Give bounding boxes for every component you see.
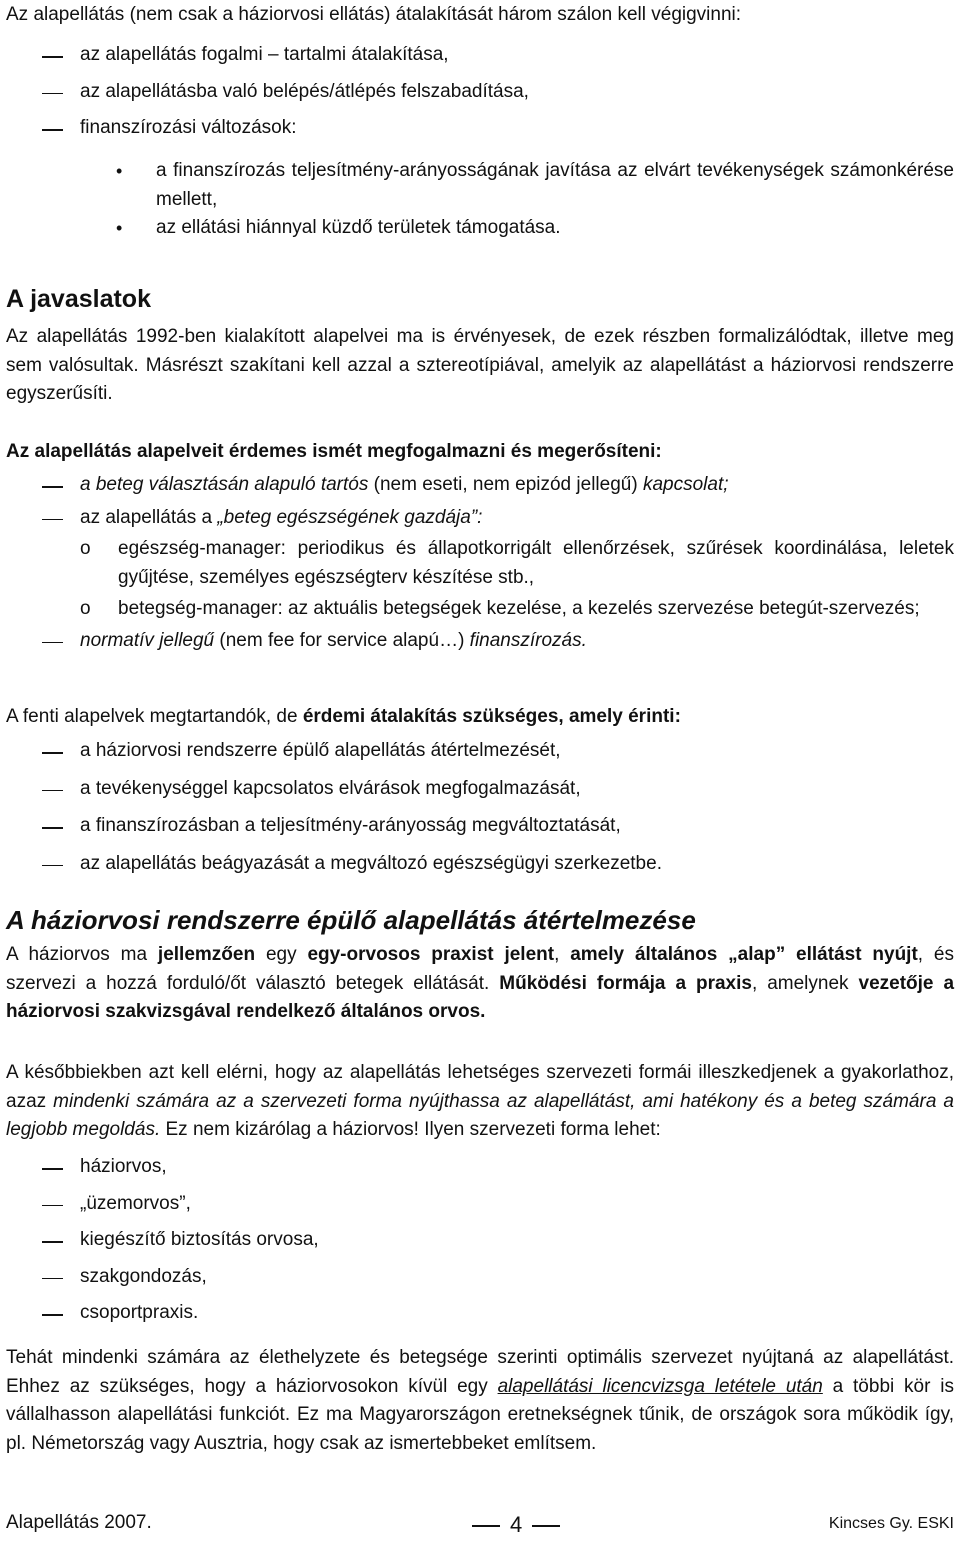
principles-heading: Az alapellátás alapelveit érdemes ismét megfogalmazni és megerősíteni:: [6, 441, 662, 462]
sublist-item: • az ellátási hiánnyal küzdő területek támogatása.: [6, 214, 954, 243]
paragraph-tehat: Tehát mindenki számára az élethelyzete és betegsége szerinti optimális szervezet nyújtaná az alapellátást. Ehhez az szükséges, hogy a háziorvosokon kívül egy alapellátási licencvizsga letétele után a többi kör is vállalhasson alapellátási funkciót. Ez ma Magyarországon eretnekségnek tűnik, de országok sora működik így, pl. Németország vagy Ausztria, hogy csak az ismertebbeket említsem.: [6, 1347, 954, 1454]
sublist-item: o betegség-manager: az aktuális betegségek kezelése, a kezelés szervezése betegút-szervezés;: [6, 595, 954, 624]
section-heading-javaslatok: A javaslatok: [6, 285, 151, 313]
principles-list: [6, 471, 954, 655]
list-item: „üzemorvos”,: [6, 1190, 954, 1219]
reform-list: [6, 737, 954, 878]
sublist-item: o egészség-manager: periodikus és állapotkorrigált ellenőrzések, szűrések koordinálása, leletek gyűjtése, személyes egészségterv készítése stb.,: [6, 535, 954, 592]
list-item: a beteg választásán alapuló tartós (nem eseti, nem epizód jellegű) kapcsolat;: [6, 471, 954, 500]
list-item: az alapellátás a „beteg egészségének gazdája”:: [6, 504, 954, 533]
paragraph-haziorvos: A háziorvos ma jellemzően egy egy-orvosos praxist jelent, amely általános „alap” ellátást nyújt, és szervezi a hozzá forduló/őt választó betegek ellátását. Működési formája a praxis, amelynek vezetője a háziorvosi szakvizsgával rendelkező általános orvos.: [6, 944, 955, 1022]
reform-intro: A fenti alapelvek megtartandók, de érdemi átalakítás szükséges, amely érinti:: [6, 706, 681, 727]
list-item: az alapellátás fogalmi – tartalmi átalakítása,: [6, 41, 954, 70]
footer-title: Alapellátás 2007.: [6, 1512, 152, 1533]
list-item: normatív jellegű (nem fee for service alapú…) finanszírozás.: [6, 627, 954, 656]
list-item: az alapellátás beágyazását a megváltozó egészségügyi szerkezetbe.: [6, 850, 954, 879]
finance-sublist: [6, 157, 954, 243]
intro-text: Az alapellátás (nem csak a háziorvosi ellátás) átalakítását három szálon kell végigvinni:: [6, 4, 742, 25]
list-item: a háziorvosi rendszerre épülő alapellátás átértelmezését,: [6, 737, 954, 766]
page-number: 4: [462, 1512, 570, 1538]
sublist-item: • a finanszírozás teljesítmény-arányosságának javítása az elvárt tevékenységek számonkérése mellett,: [6, 157, 954, 214]
intro-list: [6, 41, 954, 143]
main-heading: A háziorvosi rendszerre épülő alapellátás átértelmezése: [6, 905, 696, 935]
list-item: háziorvos,: [6, 1153, 954, 1182]
list-item: a finanszírozásban a teljesítmény-arányosság megváltoztatását,: [6, 812, 954, 841]
paragraph-kesobb: A későbbiekben azt kell elérni, hogy az alapellátás lehetséges szervezeti formái illeszkedjenek a gyakorlathoz, azaz mindenki számára az a szervezeti forma nyújthassa az alapellátást, ami hatékony és a beteg számára a legjobb megoldás. Ez nem kizárólag a háziorvos! Ilyen szervezeti forma lehet:: [6, 1062, 954, 1140]
list-item: az alapellátásba való belépés/átlépés felszabadítása,: [6, 78, 954, 107]
list-item: csoportpraxis.: [6, 1299, 954, 1328]
footer-author: Kincses Gy. ESKI: [828, 1515, 954, 1532]
list-item: a tevékenységgel kapcsolatos elvárások megfogalmazását,: [6, 775, 954, 804]
paragraph-1992: Az alapellátás 1992-ben kialakított alapelvei ma is érvényesek, de ezek részben formalizálódtak, illetve meg sem valósultak. Másrészt szakítani kell azzal a sztereotípiával, amelyik az alapellátást a háziorvosi rendszerre egyszerűsíti.: [6, 326, 954, 404]
page-footer: [6, 1512, 954, 1540]
org-forms-list: [6, 1153, 954, 1328]
list-item: kiegészítő biztosítás orvosa,: [6, 1226, 954, 1255]
list-item: szakgondozás,: [6, 1263, 954, 1292]
list-item: finanszírozási változások:: [6, 114, 954, 143]
